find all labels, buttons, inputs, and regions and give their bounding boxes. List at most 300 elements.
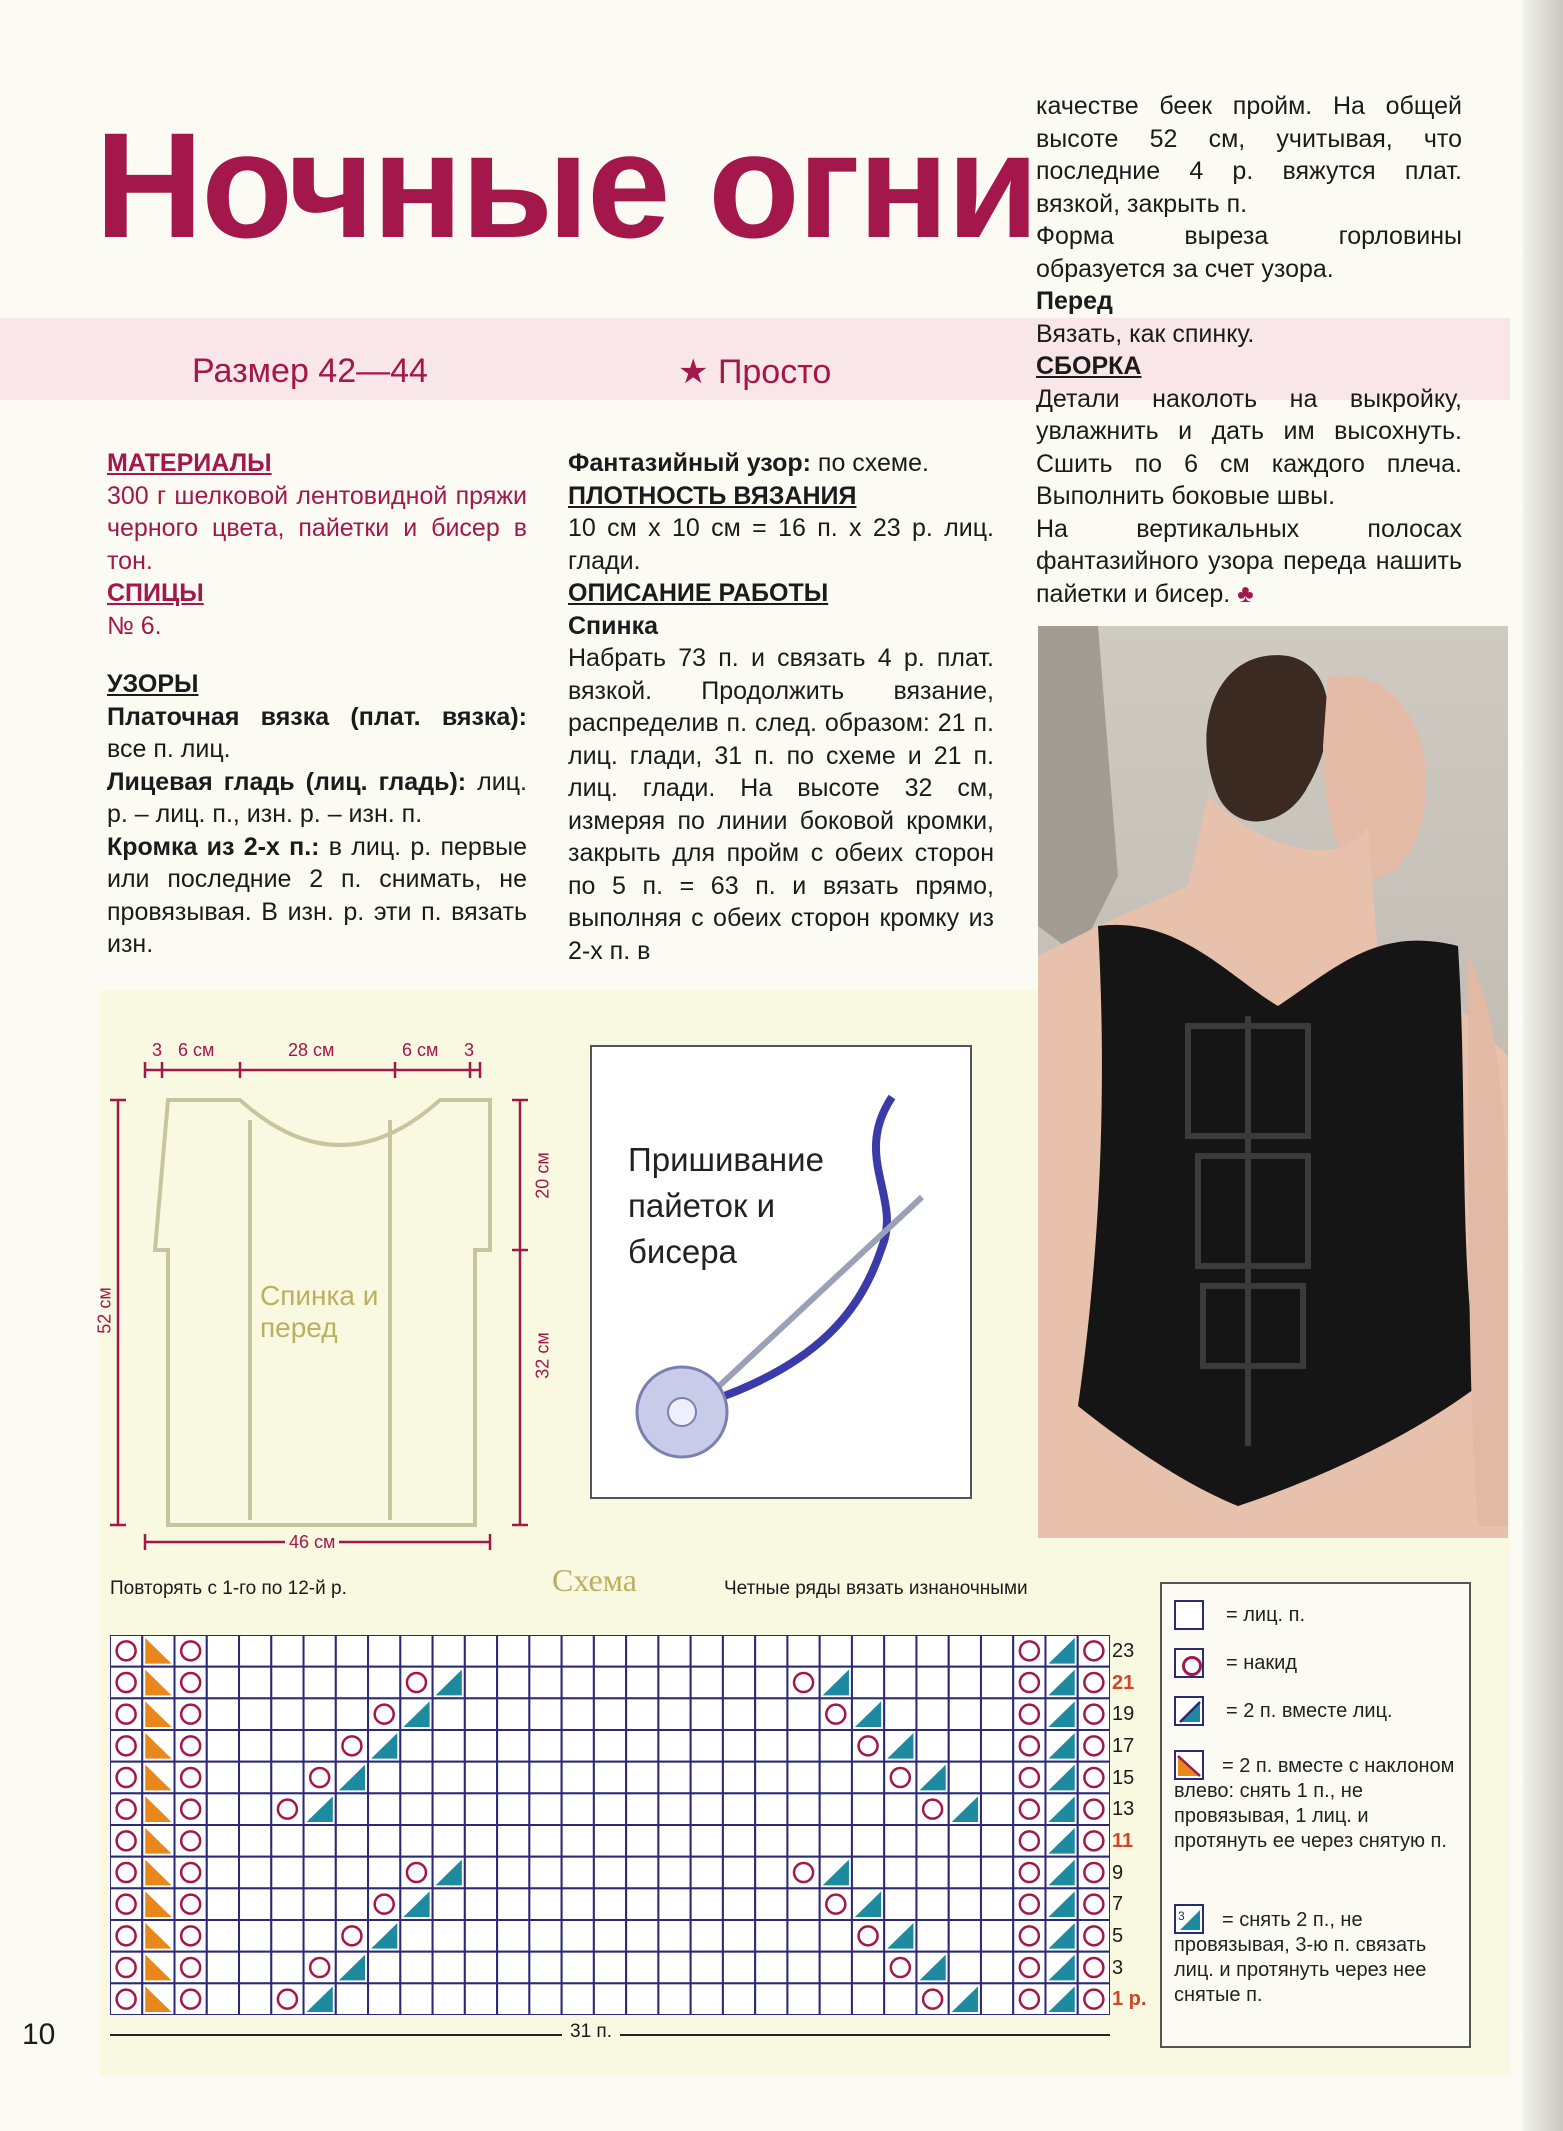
chart-cell [433,1730,465,1762]
legend-yo: = накид [1226,1652,1297,1674]
chart-cell [400,1730,432,1762]
chart-cell [755,1952,787,1984]
chart-cell [110,1698,142,1730]
chart-cell [465,1730,497,1762]
size-label: Размер 42—44 [192,352,428,390]
k2tog-icon [1174,1696,1204,1726]
chart-cell [304,1635,336,1667]
chart-cell [787,1983,819,2015]
chart-cell [658,1857,690,1889]
chart-cell [626,1888,658,1920]
chart-cell [304,1698,336,1730]
chart-cell [787,1667,819,1699]
chart-cell [562,1920,594,1952]
chart-cell [755,1857,787,1889]
chart-cell [175,1888,207,1920]
chart-cell [175,1952,207,1984]
svg-text:3: 3 [1178,1909,1185,1923]
chart-cell [400,1762,432,1794]
chart-cell [723,1635,755,1667]
chart-cell [820,1983,852,2015]
difficulty-label: Просто [717,353,832,391]
chart-cell [497,1983,529,2015]
chart-cell [787,1730,819,1762]
row-label: 17 [1112,1735,1135,1757]
chart-cell [949,1825,981,1857]
row-label: 15 [1112,1766,1135,1789]
column-3 [1036,90,1462,610]
chart-cell [916,1698,948,1730]
knitting-chart [110,1635,1110,2015]
chart-cell [691,1952,723,1984]
chart-cell [626,1698,658,1730]
chart-cell [304,1762,336,1794]
chart-cell [755,1635,787,1667]
chart-cell [916,1825,948,1857]
chart-cell [884,1793,916,1825]
column-2 [568,447,994,967]
chart-cell [304,1888,336,1920]
chart-cell [368,1952,400,1984]
chart-cell [916,1793,948,1825]
chart-cell [497,1667,529,1699]
chart-cell [755,1730,787,1762]
row-label: 21 [1112,1671,1135,1694]
chart-cell [433,1762,465,1794]
chart-cell [368,1825,400,1857]
dim-28: 28 см [288,1040,335,1060]
chart-cell [207,1825,239,1857]
chart-cell [336,1730,368,1762]
chart-cell [626,1793,658,1825]
chart-cell [626,1920,658,1952]
chart-cell [497,1857,529,1889]
legend-s2k1: = снять 2 п., не провязывая, 3-ю п. связать лиц. и протянуть через нее снятые п. [1174,1909,1427,2006]
chart-cell [465,1793,497,1825]
chart-cell [433,1698,465,1730]
chart-cell [562,1762,594,1794]
chart-cell [529,1730,561,1762]
sewing-label: Пришивание пайеток и бисера [628,1141,824,1270]
chart-cell [271,1952,303,1984]
chart-cell [271,1920,303,1952]
chart-cell [787,1825,819,1857]
chart-cell [820,1698,852,1730]
star-icon: ★ [678,353,709,391]
chart-cell [916,1857,948,1889]
pattern-3-name: Кромка из 2-х п.: [107,832,320,861]
chart-cell [852,1825,884,1857]
chart-cell [239,1888,271,1920]
chart-cell [691,1635,723,1667]
chart-cell [723,1857,755,1889]
row-label: 11 [1112,1830,1134,1852]
chart-cell [271,1730,303,1762]
front-heading: Перед [1036,287,1113,315]
back-heading: Спинка [568,611,659,640]
chart-cell [529,1825,561,1857]
chart-cell [207,1857,239,1889]
legend-k2tog: = 2 п. вместе лиц. [1226,1700,1393,1722]
chart-cell [852,1762,884,1794]
chart-cell [110,1730,142,1762]
chart-cell [433,1952,465,1984]
chart-cell [368,1635,400,1667]
chart-cell [433,1635,465,1667]
chart-cell [852,1857,884,1889]
chart-cell [239,1698,271,1730]
chart-cell [884,1983,916,2015]
chart-cell [626,1762,658,1794]
chart-cell [1013,1635,1045,1667]
chart-cell [1078,1698,1110,1730]
chart-cell [594,1952,626,1984]
chart-cell [787,1635,819,1667]
needles-heading: СПИЦЫ [107,579,204,607]
chart-cell [433,1920,465,1952]
chart-cell [400,1793,432,1825]
chart-cell [368,1888,400,1920]
chart-cell [723,1667,755,1699]
chart-cell [691,1888,723,1920]
chart-cell [239,1857,271,1889]
chart-cell [529,1952,561,1984]
chart-cell [336,1888,368,1920]
chart-cell [594,1762,626,1794]
chart-cell [271,1857,303,1889]
chart-right-note: Четные ряды вязать изнаночными [724,1578,1028,1599]
chart-cell [755,1667,787,1699]
dim-3-left: 3 [152,1040,163,1060]
chart-cell [400,1920,432,1952]
chart-cell [239,1920,271,1952]
chart-cell [529,1983,561,2015]
chart-cell [207,1698,239,1730]
chart-cell [852,1920,884,1952]
needles-text: № 6. [107,611,162,640]
chart-cell [949,1857,981,1889]
back-text: Набрать 73 п. и связать 4 р. плат. вязкой. Продолжить вязание, распределив п. след. образом: 21 п. лиц. глади, 31 п. по схеме и 21 п. лиц. глади. На высоте 32 см, измеряя по линии боковой кромки, закрыть для пройм с обеих сторон по 5 п. = 63 п. и вязать прямо, выполняя с обеих сторон кромку из 2-х п. в [568,644,994,965]
chart-cell [981,1667,1013,1699]
row-labels [1112,1635,1162,2015]
chart-legend [1160,1582,1471,2048]
chart-cell [820,1793,852,1825]
chart-cell [691,1983,723,2015]
chart-cell [852,1667,884,1699]
chart-cell [529,1857,561,1889]
chart-cell [949,1952,981,1984]
sewing-illustration [590,1045,972,1499]
chart-cell [1078,1793,1110,1825]
chart-cell [110,1667,142,1699]
chart-cell [497,1888,529,1920]
chart-cell [949,1888,981,1920]
chart-cell [497,1730,529,1762]
chart-cell [304,1825,336,1857]
chart-cell [175,1920,207,1952]
page-number: 10 [22,2018,56,2051]
chart-cell [175,1667,207,1699]
chart-cell [368,1698,400,1730]
assembly-heading: СБОРКА [1036,352,1142,380]
chart-cell [497,1698,529,1730]
chart-cell [1078,1952,1110,1984]
row-label: 19 [1112,1703,1135,1726]
page-crease [1523,0,1563,2131]
chart-cell [207,1983,239,2015]
chart-cell [691,1857,723,1889]
dim-6-right: 6 см [402,1040,439,1060]
chart-cell [594,1857,626,1889]
chart-cell [175,1730,207,1762]
chart-cell [207,1762,239,1794]
chart-cell [981,1952,1013,1984]
chart-cell [465,1635,497,1667]
dim-6-left: 6 см [178,1040,215,1060]
chart-cell [755,1793,787,1825]
chart-cell [691,1762,723,1794]
chart-cell [658,1983,690,2015]
neckline-text: Форма выреза горловины образуется за счет узора. [1036,222,1462,283]
chart-cell [981,1698,1013,1730]
chart-cell [981,1730,1013,1762]
chart-width-bar [110,2021,1110,2045]
chart-cell [1013,1857,1045,1889]
chart-cell [626,1857,658,1889]
chart-cell [658,1888,690,1920]
chart-cell [465,1825,497,1857]
legend-ssk: = 2 п. вместе с наклоном влево: снять 1 п., не провязывая, 1 лиц. и протянуть ее через снятую п. [1174,1755,1455,1852]
chart-cell [594,1825,626,1857]
chart-cell [787,1698,819,1730]
chart-cell [239,1793,271,1825]
chart-cell [1013,1762,1045,1794]
chart-cell [175,1825,207,1857]
dim-46: 46 см [285,1532,339,1553]
chart-cell [110,1888,142,1920]
assembly-text-1: Детали наколоть на выкройку, увлажнить и дать им высохнуть. Сшить по 6 см каждого плеча. Выполнить боковые швы. [1036,384,1462,510]
chart-cell [497,1762,529,1794]
chart-cell [691,1825,723,1857]
chart-cell [916,1667,948,1699]
chart-cell [787,1888,819,1920]
chart-cell [400,1635,432,1667]
chart-cell [658,1825,690,1857]
chart-cell [949,1920,981,1952]
legend-knit: = лиц. п. [1226,1604,1306,1626]
schematic-label: Спинка и перед [260,1280,379,1343]
chart-cell [400,1952,432,1984]
materials-heading: МАТЕРИАЛЫ [107,449,272,477]
chart-cell [368,1667,400,1699]
pattern-1-text: все п. лиц. [107,735,231,763]
chart-cell [368,1857,400,1889]
chart-cell [465,1857,497,1889]
chart-cell [336,1983,368,2015]
chart-cell [207,1920,239,1952]
row-label: 13 [1112,1798,1135,1821]
density-text: 10 см х 10 см = 16 п. х 23 р. лиц. глади. [568,514,994,575]
chart-cell [562,1983,594,2015]
chart-cell [562,1952,594,1984]
chart-cell [1013,1952,1045,1984]
chart-cell [336,1825,368,1857]
chart-cell [884,1825,916,1857]
chart-cell [594,1888,626,1920]
chart-cell [497,1793,529,1825]
chart-cell [529,1698,561,1730]
pattern-3-text: в лиц. р. первые или последние 2 п. снимать, не провязывая. В изн. р. эти п. вязать изн. [107,832,527,958]
chart-cell [820,1825,852,1857]
chart-cell [884,1698,916,1730]
chart-cell [916,1920,948,1952]
chart-width-label: 31 п. [562,2021,620,2043]
chart-cell [271,1825,303,1857]
chart-cell [400,1825,432,1857]
chart-cell [433,1793,465,1825]
chart-cell [626,1825,658,1857]
chart-cell [433,1983,465,2015]
chart-cell [884,1857,916,1889]
description-heading: ОПИСАНИЕ РАБОТЫ [568,579,829,607]
chart-cell [336,1667,368,1699]
chart-cell [594,1635,626,1667]
chart-cell [658,1667,690,1699]
chart-cell [465,1888,497,1920]
chart-cell [1078,1635,1110,1667]
chart-cell [271,1983,303,2015]
chart-cell [175,1635,207,1667]
row-label: 23 [1112,1640,1135,1662]
chart-cell [723,1983,755,2015]
chart-cell [691,1667,723,1699]
yarn-over-icon [1174,1648,1204,1678]
chart-cell [110,1793,142,1825]
chart-cell [949,1667,981,1699]
chart-cell [271,1667,303,1699]
chart-cell [723,1952,755,1984]
chart-cell [207,1635,239,1667]
chart-cell [336,1635,368,1667]
chart-cell [207,1793,239,1825]
chart-cell [465,1920,497,1952]
chart-cell [820,1952,852,1984]
chart-cell [433,1888,465,1920]
materials-text: 300 г шелковой лентовидной пряжи черного цвета, пайетки и бисер в тон. [107,481,527,575]
chart-cell [852,1952,884,1984]
chart-cell [658,1920,690,1952]
chart-cell [529,1793,561,1825]
chart-cell [852,1730,884,1762]
chart-cell [691,1698,723,1730]
dim-52: 52 см [94,1287,115,1334]
row-label: 3 [1112,1956,1124,1979]
chart-cell [110,1983,142,2015]
chart-cell [981,1857,1013,1889]
fantasy-name: Фантазийный узор: [568,449,811,477]
chart-cell [271,1793,303,1825]
chart-cell [368,1793,400,1825]
chart-cell [723,1793,755,1825]
chart-cell [400,1857,432,1889]
chart-cell [884,1888,916,1920]
chart-cell [626,1667,658,1699]
patterns-heading: УЗОРЫ [107,670,199,698]
chart-cell [271,1635,303,1667]
chart-cell [465,1952,497,1984]
chart-cell [852,1635,884,1667]
chart-cell [465,1762,497,1794]
chart-cell [723,1730,755,1762]
chart-cell [1078,1762,1110,1794]
chart-cell [1013,1730,1045,1762]
chart-cell [981,1793,1013,1825]
chart-cell [529,1635,561,1667]
chart-cell [1013,1920,1045,1952]
page-title: Ночные огни [95,101,1038,269]
chart-cell [175,1983,207,2015]
chart-cell [852,1793,884,1825]
chart-cell [916,1888,948,1920]
chart-cell [465,1667,497,1699]
chart-cell [400,1983,432,2015]
chart-cell [658,1952,690,1984]
chart-cell [626,1730,658,1762]
chart-cell [239,1983,271,2015]
photo-model [1038,626,1508,1538]
chart-cell [465,1698,497,1730]
chart-cell [949,1762,981,1794]
chart-cell [981,1635,1013,1667]
chart-cell [271,1698,303,1730]
chart-cell [626,1983,658,2015]
chart-cell [110,1920,142,1952]
chart-cell [497,1920,529,1952]
chart-cell [1013,1825,1045,1857]
chart-cell [1013,1667,1045,1699]
chart-cell [207,1730,239,1762]
chart-cell [368,1762,400,1794]
chart-cell [562,1888,594,1920]
chart-cell [1078,1667,1110,1699]
chart-cell [336,1857,368,1889]
difficulty [678,352,831,392]
chart-cell [1078,1983,1110,2015]
chart-cell [529,1920,561,1952]
chart-cell [755,1762,787,1794]
club-icon: ♣ [1237,579,1254,608]
chart-cell [271,1888,303,1920]
chart-cell [175,1857,207,1889]
chart-cell [981,1762,1013,1794]
chart-cell [916,1983,948,2015]
chart-cell [787,1920,819,1952]
dim-20: 20 см [532,1152,553,1199]
column-1 [107,447,527,961]
chart-cell [497,1825,529,1857]
chart-cell [1013,1793,1045,1825]
chart-cell [368,1983,400,2015]
chart-cell [400,1667,432,1699]
chart-cell [239,1825,271,1857]
chart-cell [562,1793,594,1825]
front-text: Вязать, как спинку. [1036,319,1255,348]
chart-cell [433,1825,465,1857]
chart-cell [852,1983,884,2015]
chart-left-note: Повторять с 1-го по 12-й р. [110,1578,347,1599]
chart-cell [304,1667,336,1699]
chart-cell [239,1635,271,1667]
